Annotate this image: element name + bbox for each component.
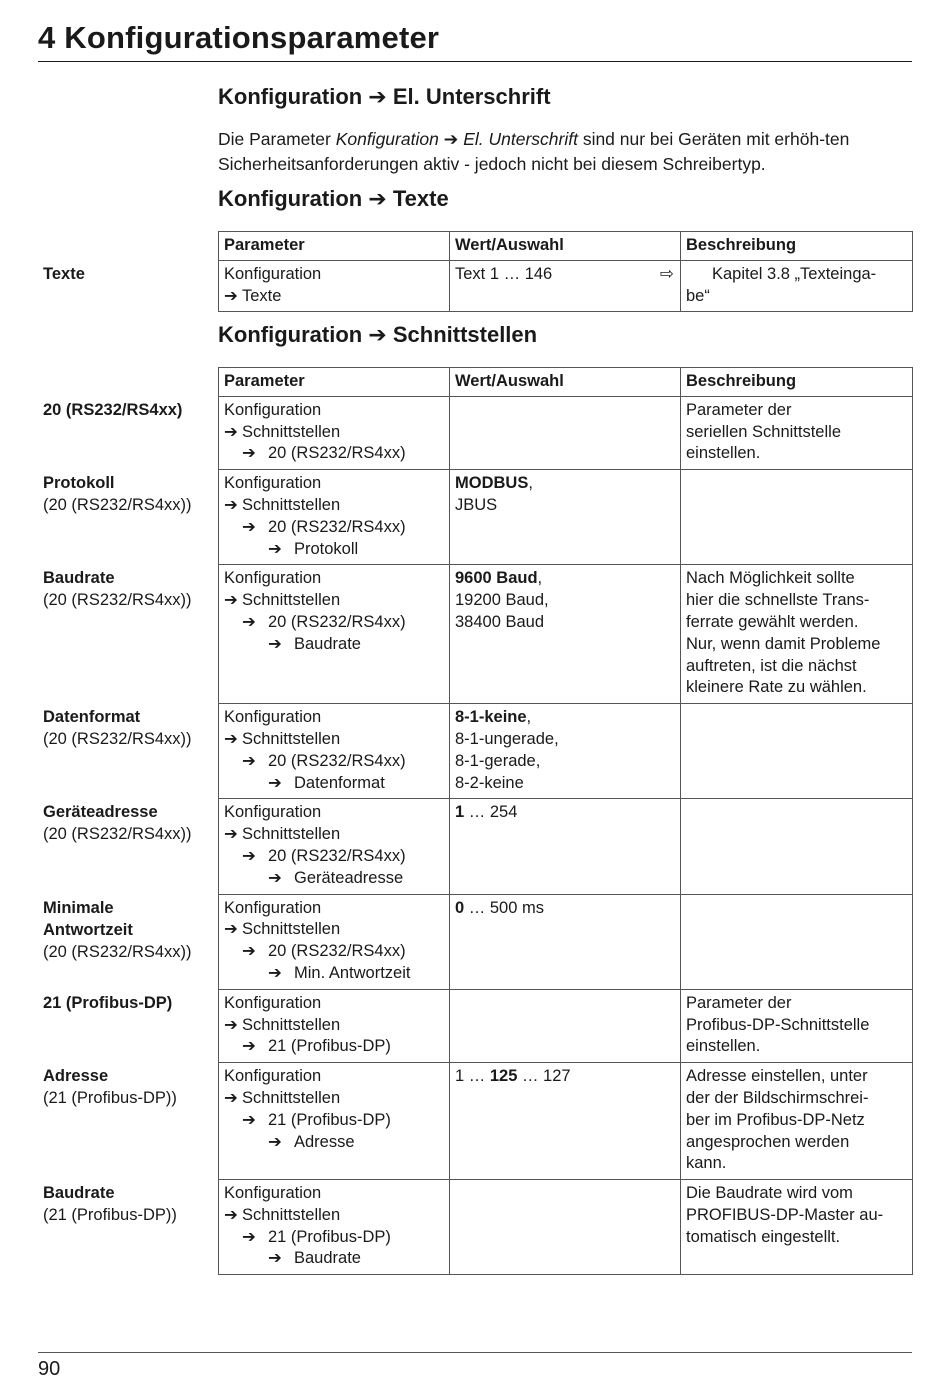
footer-rule: [38, 1352, 912, 1353]
side-label: Minimale Antwortzeit (20 (RS232/RS4xx)): [43, 899, 192, 961]
arrow-icon: ➔: [242, 1227, 256, 1246]
table-row: [219, 1180, 913, 1275]
arrow-icon: ➔: [242, 612, 256, 631]
arrow-icon: ➔: [268, 868, 282, 887]
intro-text-1: Die Parameter: [218, 129, 336, 149]
path-level-0: Konfiguration: [224, 264, 322, 283]
heading-texte: Konfiguration ➔ Texte: [218, 186, 449, 211]
arrow-icon: ➔: [242, 444, 256, 463]
arrow-icon: ➔: [242, 942, 256, 961]
default-value: 125: [489, 1067, 518, 1086]
path-level-2: ➔ 20 (RS232/RS4xx): [224, 941, 444, 963]
reference-line-2: be“: [686, 286, 710, 305]
intro-text-em: Konfiguration ➔ El. Unterschrift: [335, 129, 578, 149]
path-level-3: ➔ Baudrate: [224, 1248, 444, 1270]
param-description: [681, 704, 913, 799]
header-parameter: Parameter: [219, 368, 450, 397]
value-option: JBUS: [455, 495, 498, 514]
path-level-0: Konfiguration: [224, 898, 322, 917]
param-path: [219, 396, 450, 469]
path-level-1: ➔ Schnittstellen: [224, 729, 444, 751]
side-label: Baudrate (21 (Profibus-DP)): [43, 1184, 177, 1224]
arrow-icon: ➔: [242, 1110, 256, 1129]
param-value: 1 … 254: [450, 799, 681, 894]
param-value: MODBUS, JBUS: [450, 470, 681, 565]
side-label-texte: Texte: [43, 265, 85, 283]
title-rule: [38, 61, 912, 62]
param-description: Adresse einstellen, unter der der Bildschirmschrei- ber im Profibus-DP-Netz angesprochen werden kann.: [681, 1063, 913, 1180]
value-option: 19200 Baud,: [455, 591, 549, 610]
side-label: Adresse (21 (Profibus-DP)): [43, 1067, 177, 1107]
path-level-2: ➔ 20 (RS232/RS4xx): [224, 443, 444, 465]
arrow-icon: ➔: [268, 773, 282, 792]
default-value: 9600 Baud: [455, 569, 538, 588]
path-level-1: ➔ Schnittstellen: [224, 422, 444, 444]
value-option: 8-1-gerade,: [455, 751, 541, 770]
param-path: [219, 704, 450, 799]
table-header-row: [219, 232, 913, 261]
path-level-1: ➔ Schnittstellen: [224, 1088, 444, 1110]
arrow-icon: ➔: [224, 920, 238, 939]
param-value: Text 1 … 146: [450, 260, 681, 312]
header-wert: Wert/Auswahl: [450, 232, 681, 261]
table-texte: [218, 231, 913, 312]
reference-link[interactable]: ⇨ Kapitel 3.8 „Texteinga-: [686, 264, 907, 286]
arrow-icon: ➔: [224, 729, 238, 748]
heading-el-unterschrift: Konfiguration ➔ El. Unterschrift: [218, 84, 551, 109]
arrow-icon: ➔: [268, 1249, 282, 1268]
param-description: [681, 470, 913, 565]
header-parameter: Parameter: [219, 232, 450, 261]
arrow-icon: ➔: [224, 1088, 238, 1107]
param-value: [450, 396, 681, 469]
param-value: 9600 Baud, 19200 Baud, 38400 Baud: [450, 565, 681, 704]
path-level-3: ➔ Datenformat: [224, 773, 444, 795]
side-label: Datenformat (20 (RS232/RS4xx)): [43, 708, 192, 748]
path-level-0: Konfiguration: [224, 1184, 322, 1203]
arrow-icon: ➔: [224, 286, 238, 305]
arrow-icon: ➔: [224, 495, 238, 514]
path-level-0: Konfiguration: [224, 803, 322, 822]
path-level-0: Konfiguration: [224, 1067, 322, 1086]
header-beschreibung: Beschreibung: [681, 232, 913, 261]
arrow-icon: ➔: [224, 591, 238, 610]
param-description: [681, 799, 913, 894]
header-beschreibung: Beschreibung: [681, 368, 913, 397]
arrow-icon: ➔: [224, 1015, 238, 1034]
heading-schnittstellen: Konfiguration ➔ Schnittstellen: [218, 322, 538, 347]
path-level-2: ➔ 21 (Profibus-DP): [224, 1227, 444, 1249]
arrow-icon: ➔: [268, 539, 282, 558]
page-number: 90: [38, 1358, 61, 1380]
path-level-0: Konfiguration: [224, 708, 322, 727]
path-level-0: Konfiguration: [224, 474, 322, 493]
param-path: [219, 799, 450, 894]
table-row: [219, 260, 913, 312]
param-description: Parameter der Profibus-DP-Schnittstelle einstellen.: [681, 989, 913, 1062]
param-path: [219, 565, 450, 704]
header-wert: Wert/Auswahl: [450, 368, 681, 397]
param-description: [681, 894, 913, 989]
arrow-icon: ➔: [268, 1132, 282, 1151]
param-value: 8-1-keine, 8-1-ungerade, 8-1-gerade, 8-2-keine: [450, 704, 681, 799]
path-level-3: ➔ Min. Antwortzeit: [224, 963, 444, 985]
param-description: Parameter der seriellen Schnittstelle einstellen.: [681, 396, 913, 469]
side-label: Geräteadresse (20 (RS232/RS4xx)): [43, 803, 192, 843]
default-value: 0: [455, 898, 465, 917]
table-row: [219, 799, 913, 894]
param-path: [219, 1180, 450, 1275]
path-level-3: ➔ Protokoll: [224, 539, 444, 561]
side-label: Protokoll (20 (RS232/RS4xx)): [43, 474, 192, 514]
path-level-1: ➔ Schnittstellen: [224, 495, 444, 517]
path-level-3: ➔ Geräteadresse: [224, 868, 444, 890]
arrow-icon: ➔: [268, 634, 282, 653]
arrow-icon: ➔: [224, 422, 238, 441]
path-level-1: ➔ Texte: [224, 286, 444, 308]
page-title: 4 Konfigurationsparameter: [38, 20, 440, 55]
side-label: Baudrate (20 (RS232/RS4xx)): [43, 569, 192, 609]
path-level-2: ➔ 20 (RS232/RS4xx): [224, 517, 444, 539]
path-level-2: ➔ 20 (RS232/RS4xx): [224, 751, 444, 773]
path-level-1: ➔ Schnittstellen: [224, 590, 444, 612]
arrow-icon: ➔: [268, 963, 282, 982]
path-level-2: ➔ 21 (Profibus-DP): [224, 1110, 444, 1132]
param-description: Nach Möglichkeit sollte hier die schnellste Trans- ferrate gewählt werden. Nur, wenn damit Probleme auftreten, ist die nächst kleinere Rate zu wählen.: [681, 565, 913, 704]
table-row: [219, 565, 913, 704]
table-row: [219, 1063, 913, 1180]
arrow-icon: ➔: [224, 825, 238, 844]
arrow-icon: ➔: [242, 751, 256, 770]
table-row: [219, 989, 913, 1062]
param-value: 1 … 125 … 127: [450, 1063, 681, 1180]
side-label: 21 (Profibus-DP): [43, 994, 173, 1012]
param-value: [450, 1180, 681, 1275]
param-value: [450, 989, 681, 1062]
value-option: 8-1-ungerade,: [455, 729, 559, 748]
path-level-0: Konfiguration: [224, 569, 322, 588]
path-level-1: ➔ Schnittstellen: [224, 919, 444, 941]
path-level-1: ➔ Schnittstellen: [224, 1015, 444, 1037]
intro-text-2: sind nur bei Geräten mit erhöh-ten Sicherheitsanforderungen aktiv - jedoch nicht bei diesem Schreibertyp.: [218, 129, 850, 174]
path-level-2: ➔ 21 (Profibus-DP): [224, 1036, 444, 1058]
path-level-0: Konfiguration: [224, 993, 322, 1012]
arrow-icon: ➔: [224, 1205, 238, 1224]
path-level-1: ➔ Schnittstellen: [224, 1205, 444, 1227]
table-row: [219, 704, 913, 799]
table-row: [219, 396, 913, 469]
param-path: [219, 260, 450, 312]
intro-paragraph: [218, 127, 918, 177]
param-path: [219, 894, 450, 989]
param-description: Die Baudrate wird vom PROFIBUS-DP-Master au- tomatisch eingestellt.: [681, 1180, 913, 1275]
side-label: 20 (RS232/RS4xx): [43, 401, 183, 419]
path-level-0: Konfiguration: [224, 400, 322, 419]
arrow-icon: ➔: [242, 517, 256, 536]
default-value: 1: [455, 803, 465, 822]
path-level-3: ➔ Baudrate: [224, 634, 444, 656]
arrow-icon: ➔: [242, 1037, 256, 1056]
table-row: [219, 894, 913, 989]
arrow-icon: ➔: [242, 846, 256, 865]
path-level-2: ➔ 20 (RS232/RS4xx): [224, 612, 444, 634]
param-path: [219, 1063, 450, 1180]
param-path: [219, 470, 450, 565]
param-description: [660, 260, 913, 312]
table-row: [219, 470, 913, 565]
table-header-row: [219, 368, 913, 397]
param-value: 0 … 500 ms: [450, 894, 681, 989]
default-value: MODBUS: [455, 474, 529, 493]
param-path: [219, 989, 450, 1062]
value-option: 38400 Baud: [455, 612, 545, 631]
default-value: 8-1-keine: [455, 708, 527, 727]
path-level-1: ➔ Schnittstellen: [224, 824, 444, 846]
path-level-2: ➔ 20 (RS232/RS4xx): [224, 846, 444, 868]
value-option: 8-2-keine: [455, 773, 524, 792]
path-level-3: ➔ Adresse: [224, 1132, 444, 1154]
table-schnittstellen: [218, 367, 913, 1275]
arrow-right-outline-icon: ⇨: [660, 264, 674, 283]
